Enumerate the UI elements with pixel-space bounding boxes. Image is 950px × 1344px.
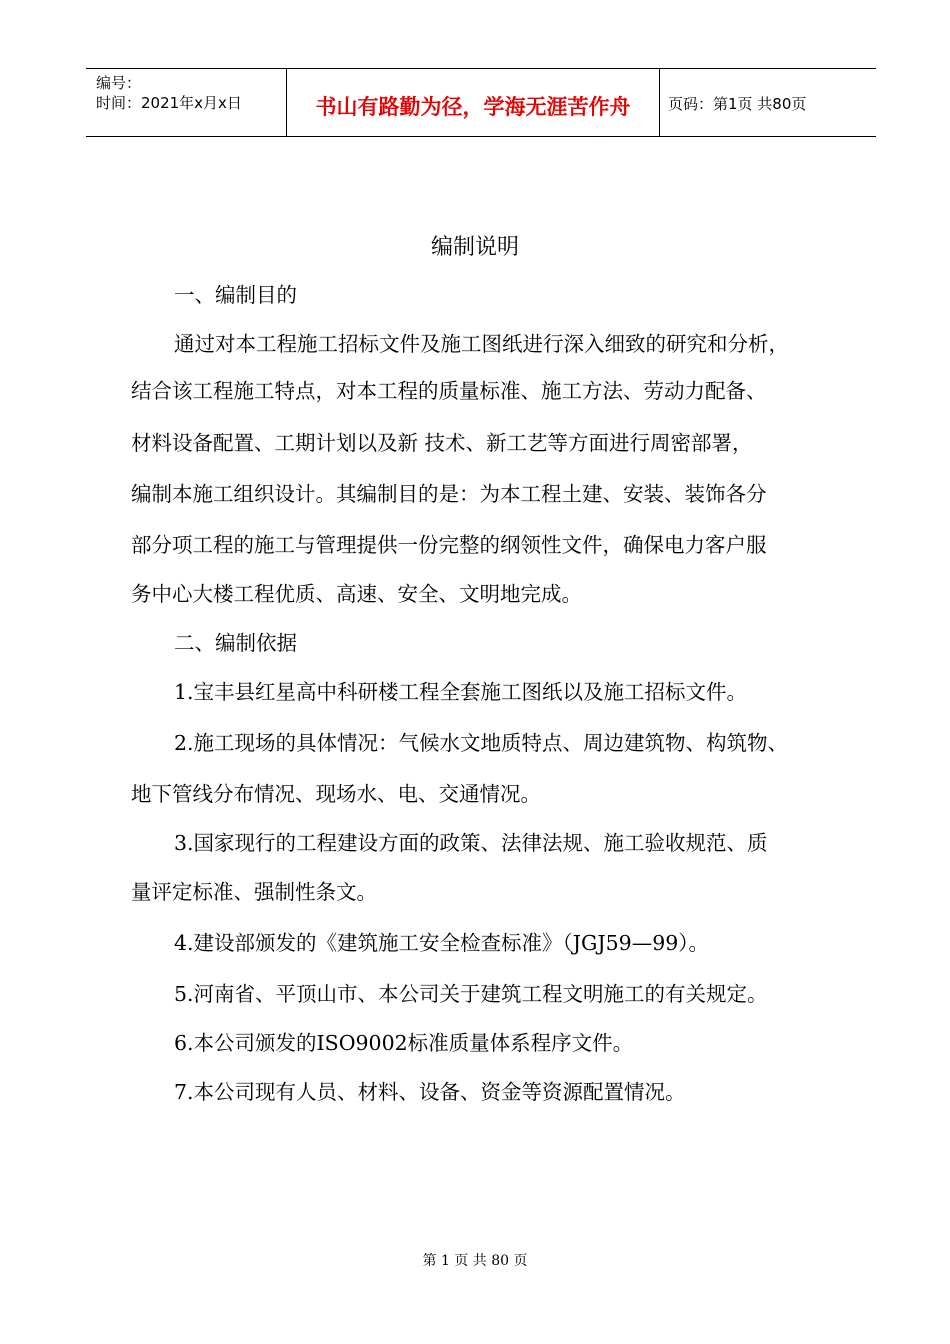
section1-paragraph-line: 务中心大楼工程优质、高速、安全、文明地完成。: [131, 582, 582, 606]
basis-item-6: 6.本公司颁发的ISO9002标准质量体系程序文件。: [174, 1031, 634, 1055]
section1-paragraph-line: 材料设备配置、工期计划以及新 技术、新工艺等方面进行周密部署，: [131, 431, 753, 455]
basis-item-3-continued: 量评定标准、强制性条文。: [131, 880, 377, 904]
header-motto: 书山有路勤为径，学海无涯苦作舟: [315, 95, 631, 119]
section1-paragraph-line: 编制本施工组织设计。其编制目的是：为本工程土建、安装、装饰各分: [131, 482, 767, 506]
basis-item-2-continued: 地下管线分布情况、现场水、电、交通情况。: [131, 782, 541, 806]
basis-item-4: 4.建设部颁发的《建筑施工安全检查标准》（JGJ59—99）。: [174, 931, 710, 955]
section1-paragraph-line: 通过对本工程施工招标文件及施工图纸进行深入细致的研究和分析，: [174, 332, 789, 356]
header-meta-cell: [86, 69, 287, 136]
section1-paragraph-line: 部分项工程的施工与管理提供一份完整的纲领性文件，确保电力客户服: [131, 533, 767, 557]
section2-heading: 二、编制依据: [174, 631, 297, 655]
basis-item-1: 1.宝丰县红星高中科研楼工程全套施工图纸以及施工招标文件。: [174, 680, 748, 704]
page-footer: 第 1 页 共 80 页: [422, 1253, 528, 1269]
header-motto-cell: [287, 69, 660, 136]
section1-paragraph-line: 结合该工程施工特点，对本工程的质量标准、施工方法、劳动力配备、: [131, 379, 767, 403]
basis-item-7: 7.本公司现有人员、材料、设备、资金等资源配置情况。: [174, 1080, 686, 1104]
basis-item-3: 3.国家现行的工程建设方面的政策、法律法规、施工验收规范、质: [174, 831, 768, 855]
basis-item-2: 2.施工现场的具体情况：气候水文地质特点、周边建筑物、构筑物、: [174, 731, 789, 755]
basis-item-5: 5.河南省、平顶山市、本公司关于建筑工程文明施工的有关规定。: [174, 982, 768, 1006]
header-page-info: 页码：第1页 共80页: [668, 95, 807, 113]
document-number-label: 编号：: [96, 74, 142, 92]
document-header: [86, 68, 876, 137]
document-title: 编制说明: [430, 235, 519, 260]
section1-heading: 一、编制目的: [174, 283, 297, 307]
document-time-label: 时间：2021年x月x日: [96, 94, 242, 112]
header-page-cell: [660, 69, 876, 136]
